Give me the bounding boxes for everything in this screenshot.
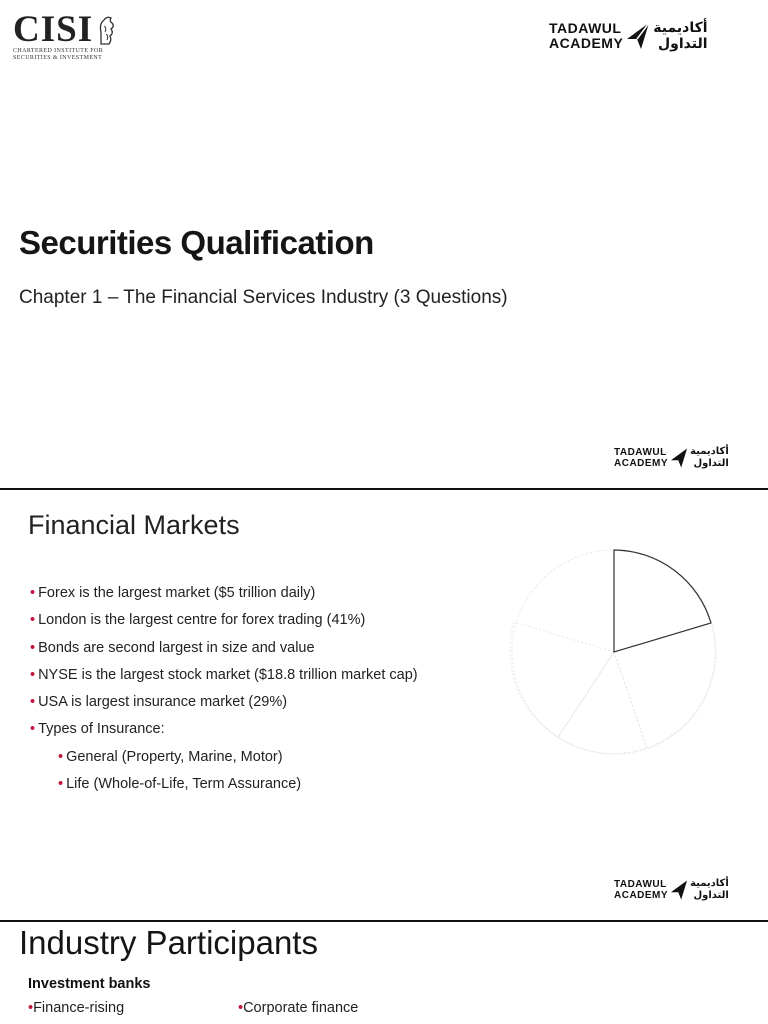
cisi-subline-1: CHARTERED INSTITUTE FOR bbox=[13, 48, 104, 54]
griffin-crest-icon bbox=[95, 14, 117, 48]
list-item: • London is the largest centre for forex trading (41%) bbox=[30, 612, 366, 629]
list-item: • Bonds are second largest in size and value bbox=[30, 639, 315, 656]
tadawul-academy-logo-small bbox=[614, 878, 729, 902]
academy-text: ACADEMY bbox=[614, 890, 669, 901]
slide-title: Industry Participants bbox=[19, 924, 318, 961]
industry-participants-slide bbox=[0, 922, 768, 1024]
tadawul-arabic-line-2: التداول bbox=[693, 458, 729, 469]
academy-text: ACADEMY bbox=[549, 35, 624, 51]
sub-list-item: • General (Property, Marine, Motor) bbox=[58, 748, 283, 765]
slide-title: Securities Qualification bbox=[19, 224, 374, 261]
sub-list-item: • Life (Whole-of-Life, Term Assurance) bbox=[58, 776, 302, 793]
tadawul-arrow-icon bbox=[669, 447, 689, 469]
academy-text: ACADEMY bbox=[614, 458, 669, 469]
tadawul-arabic-line-2: التداول bbox=[693, 890, 729, 901]
tadawul-arabic-line-1: أكاديمية bbox=[653, 20, 708, 36]
section-heading: Investment banks bbox=[28, 976, 151, 992]
tadawul-arabic-line-1: أكاديمية bbox=[690, 446, 729, 457]
bullet-list bbox=[30, 582, 418, 800]
slide-title: Financial Markets bbox=[28, 510, 240, 540]
tadawul-text: TADAWUL bbox=[614, 447, 667, 458]
list-item: •Finance-rising bbox=[28, 1000, 125, 1016]
list-item: • NYSE is the largest stock market ($18.8 trillion market cap) bbox=[30, 666, 418, 683]
pie-slice-faint-3 bbox=[510, 622, 614, 737]
list-item: • Types of Insurance: bbox=[30, 721, 165, 738]
title-slide bbox=[0, 0, 768, 488]
tadawul-text: TADAWUL bbox=[549, 20, 622, 36]
pie-slice-highlight bbox=[614, 550, 711, 652]
list-item: • USA is largest insurance market (29%) bbox=[30, 694, 288, 711]
slide-subtitle: Chapter 1 – The Financial Services Industry (3 Questions) bbox=[19, 287, 508, 308]
pie-slice-faint-2 bbox=[558, 652, 647, 754]
tadawul-arrow-icon bbox=[625, 21, 651, 51]
list-item: •Corporate finance bbox=[238, 1000, 359, 1016]
tadawul-academy-logo bbox=[549, 20, 708, 52]
cisi-logo bbox=[13, 9, 115, 64]
tadawul-arabic-line-2: التداول bbox=[658, 36, 708, 52]
cisi-subline-2: SECURITIES & INVESTMENT bbox=[13, 55, 103, 61]
tadawul-text: TADAWUL bbox=[614, 879, 667, 890]
tadawul-arrow-icon bbox=[669, 879, 689, 901]
tadawul-academy-logo-small bbox=[614, 446, 729, 470]
tadawul-arabic-line-1: أكاديمية bbox=[690, 878, 729, 889]
cisi-wordmark: CISI bbox=[13, 9, 94, 50]
list-item: • Forex is the largest market ($5 trillion daily) bbox=[30, 585, 316, 601]
financial-markets-slide bbox=[0, 490, 768, 920]
pie-graphic bbox=[506, 544, 722, 760]
